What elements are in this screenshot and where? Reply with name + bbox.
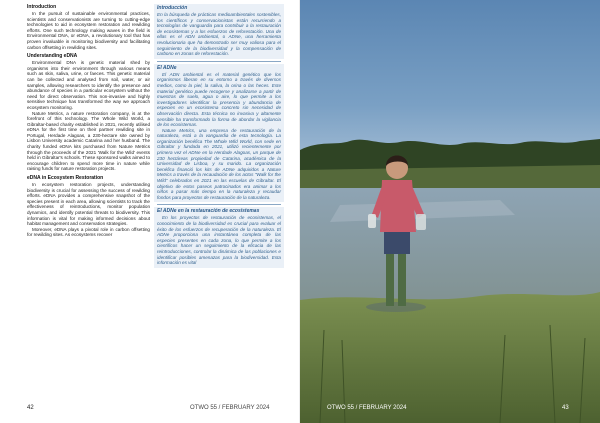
heading-introduccion: Introducción <box>157 5 188 11</box>
heading-understanding-edna: Understanding eDNA <box>27 53 78 60</box>
paragraph-2: Nature Metrics, a nature restoration company, is at the forefront of this technology. The Whole Wild World, a Gibraltar-based charity established in 2021, recently utilised eDNA for the first time on their partner rewilding site in Portugal, Herdade Alagoas, a 230-hectare site owned by Lisbon University academic Catarina and her husband. The charity funded eDNA kits purchased from Nature Metrics through the proceeds of the 2021 'Walk for the Wild' events held in Gibraltar's schools. These sponsored walks aimed to encourage children to spend more time in nature while raising funds for nature restoration projects. <box>27 110 150 172</box>
intro-paragraph: In the pursuit of sustainable environmental practices, scientists and conservationists are turning to cutting-edge technologies to aid in ecosystem restoration and rewilding efforts. One such technology making waves in the field is Environmental DNA, or eDNA, a revolutionary tool that has proven invaluable in monitoring biodiversity and facilitating carbon offsetting in rewilding sites. <box>27 11 150 50</box>
spanish-adne-box <box>154 64 284 203</box>
magazine-issue-right: OTWO 55 / FEBRUARY 2024 <box>327 405 407 411</box>
magazine-issue-left: OTWO 55 / FEBRUARY 2024 <box>190 405 270 411</box>
heading-introduction: Introduction <box>27 4 57 10</box>
page-number-left: 42 <box>27 405 34 411</box>
page-number-right: 43 <box>562 405 569 411</box>
paragraph-4: Moreover, eDNA plays a pivotal role in carbon offsetting for rewilding sites. As ecosystems recover <box>27 226 150 238</box>
paragraph-1: Environmental DNA is genetic material shed by organisms into their environment through various means such as skin, saliva, urine, or faeces. This genetic material can be collected and analysed from soil, water, or air samples, allowing researchers to identify the presence and abundance of species in a particular ecosystem without the need for direct observation. This non-invasive and highly sensitive technique has transformed the way we approach ecosystem monitoring. <box>27 60 150 110</box>
right-page <box>300 0 600 423</box>
spanish-paragraph-3: En los proyectos de restauración de ecosistemas, el conocimiento de la biodiversidad es crucial para evaluar el éxito de los esfuerzos de recuperación de la naturaleza. El ADNe proporciona una instantánea completa de las especies presentes en cada zona, lo que permite a los científicos hacer un seguimiento de la eficacia de las reintroducciones, controlar la dinámica de las poblaciones e identificar posibles amenazas para la biodiversidad. Esta información es vital <box>157 215 281 266</box>
heading-el-adne: El ADNe <box>157 64 177 71</box>
spanish-intro-box <box>154 4 284 59</box>
spanish-restoration-box <box>154 207 284 267</box>
divider <box>157 61 281 62</box>
heading-adne-restauracion: El ADNe en la restauración de ecosistemas <box>157 208 260 215</box>
spanish-paragraph-2: Nature Metrics, una empresa de restauración de la naturaleza, está a la vanguardia de esta tecnología. La organización benéfica The Whole Wild World, con sede en Gibraltar y fundada en 2021, utilizó recientemente por primera vez el ADNe en la Herdade Alagoas, un parque de 230 hectáreas propiedad de Catarina, académica de la Universidad de Lisboa, y su marido. La organización benéfica financió los kits de ADNe adquiridos a Nature Metrics a través de la recaudación de los actos "Walk for the Wild" celebrados en 2021 en las escuelas de Gibraltar. El objetivo de estos paseos patrocinados era animar a los niños a pasar más tiempo en la naturaleza y recaudar fondos para proyectos de restauración de la naturaleza. <box>157 127 281 200</box>
grass-foreground <box>300 292 600 423</box>
paragraph-3: In ecosystem restoration projects, understanding biodiversity is crucial for assessing the success of rewilding efforts. eDNA provides a comprehensive snapshot of the species present in each area, allowing scientists to track the effectiveness of reintroductions, monitor population dynamics, and identify potential threats to biodiversity. This information is vital for making informed decisions about habitat management and conservation strategies. <box>27 182 150 227</box>
heading-edna-restoration: eDNA in Ecosystem Restoration <box>27 175 104 182</box>
spanish-intro-paragraph: En la búsqueda de prácticas medioambientales sostenibles, los científicos y conservacionistas están recurriendo a tecnologías de vanguardia para contribuir a la restauración de ecosistemas y a los esfuerzos de reforestación. Una de ellas es el ADN ambiental, o ADNe, una herramienta revolucionaria que ha demostrado ser muy valiosa para el seguimiento de la biodiversidad y la compensación de carbono en zonas de reforestación. <box>157 12 281 57</box>
field-photo <box>300 0 600 423</box>
spanish-column <box>157 4 281 268</box>
english-column <box>27 4 150 238</box>
spanish-paragraph-1: El ADN ambiental es el material genético que los organismos liberan en su entorno a través de diversos medios, como la piel, la saliva, la orina o las heces. Este material genético puede recogerse y analizarse a partir de muestras de suelo, agua o aire, lo que permite a los investigadores identificar la presencia y abundancia de especies en un ecosistema concreto sin necesidad de observación directa. Esta técnica no invasiva y altamente sensible ha transformado la forma de abordar la vigilancia de los ecosistemas. <box>157 71 281 128</box>
divider <box>157 204 281 205</box>
